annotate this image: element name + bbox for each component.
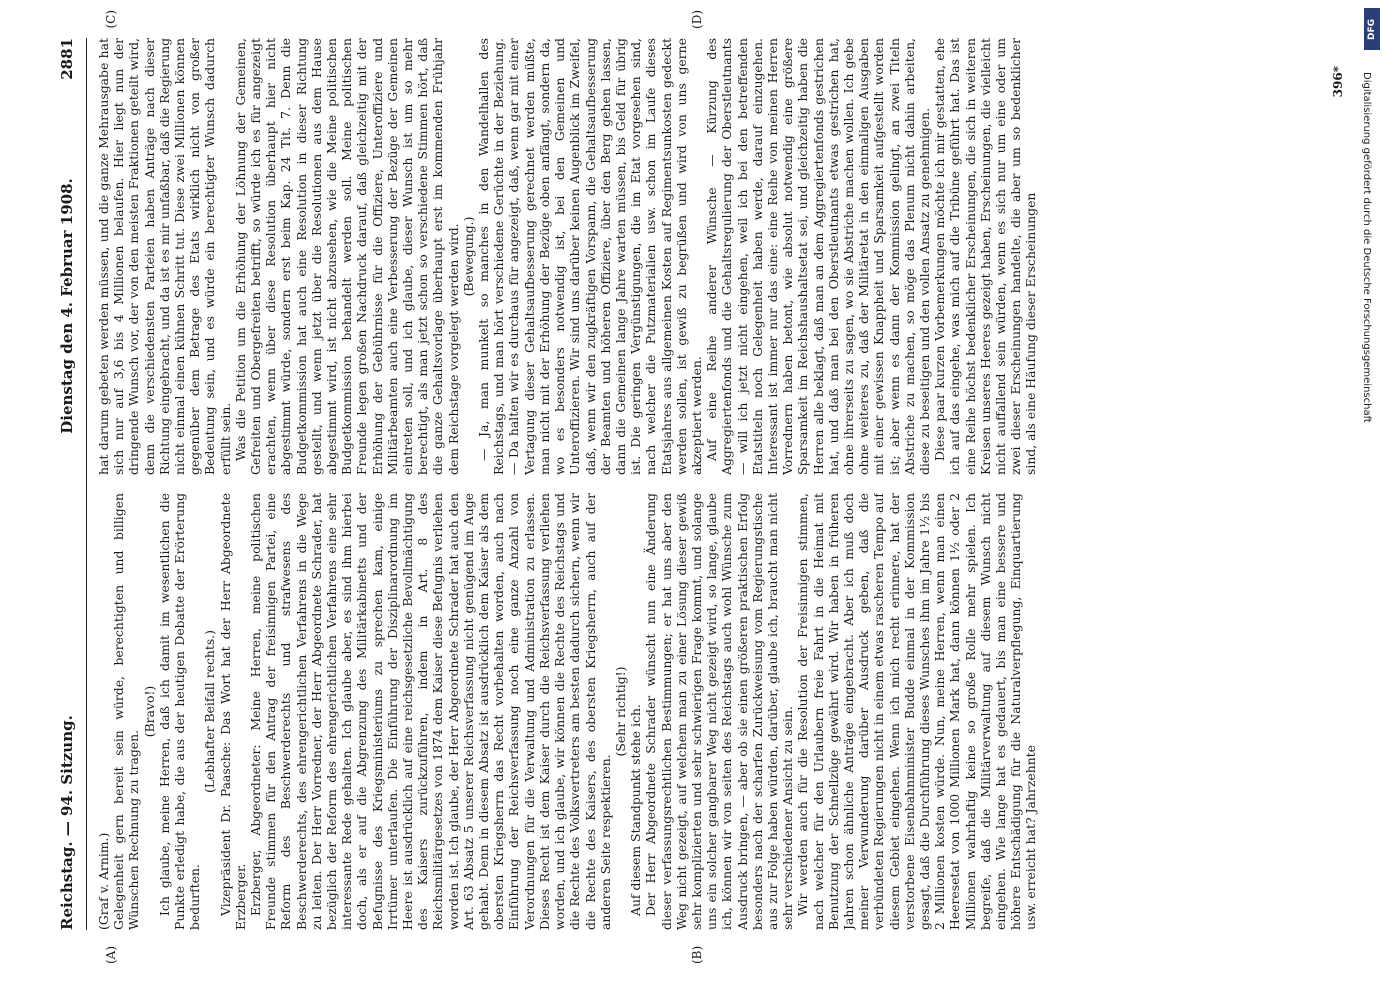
paragraph: Ich glaube, meine Herren, daß ich damit im wesentlichen die Punkte erledigt habe, die aus der heutigen Debatte der Erörterung bedurften. — [156, 493, 203, 930]
speech-paragraph: Erzberger, Abgeordneter: Meine Herren, meine politischen Freunde stimmen für den Antrag der freisinnigen Partei, eine Reform des Beschwerderechts und strafwesens des Beschwerderechts, des ehrengerichtlichen Verfahrens in die Wege zu leiten. Der Herr Vorredner, der Herr Abgeordnete Schrader, hat bezüglich der Reform des ehrengerichtlichen Verfahrens eine sehr interessante Rede gehalten. Ich glaube aber, es sind ihm hierbei doch, als er auf die Abgrenzung des Militärkabinetts und der Befugnisse des Kriegsministeriums zu sprechen kam, einige Irrtümer unterlaufen. Die Einführung der Disziplinarordnung im Heere ist ausdrücklich auf eine reichsgesetzliche Bevollmächtigung des Kaisers zurückzuführen, indem in Art. 8 des Reichsmilitärgesetzes von 1874 dem Kaiser diese Befugnis verliehen worden ist. Ich glaube, der Herr Abgeordnete Schrader hat auch den Art. 63 Absatz 5 unserer Reichsverfassung nicht genügend im Auge gehabt. Denn in diesem Absatz ist ausdrücklich dem Kaiser als dem obersten Kriegsherrn das Recht vorbehalten worden, auch nach Einführung der Reichsverfassung noch eine ganze Anzahl von Verordnungen für die Verwaltung und Administration zu erlassen. Dieses Recht ist dem Kaiser durch die Reichsverfassung verliehen worden, und ich glaube, wir können die Rechte des Reichstags und die Rechte des Volksvertreters am besten dadurch sichern, wenn wir die Rechte des Kaisers, des obersten Kriegsherrn, auch auf der anderen Seite respektieren. — [248, 493, 613, 930]
digitization-credit — [1361, 0, 1383, 1000]
paragraph: — Ja, man munkelt so manches in den Wandelhallen des Reichstags, und man hört verschiedene Gerüchte in der Beziehung. — Da halten wir es durchaus für angezeigt, daß, wenn gar mit einer Vertagung dieser Gehaltsaufbesserung gerechnet werden müßte, man nicht mit der Erhöhung der Bezüge oben anfängt, sondern da, wo es besonders notwendig ist, bei den Gemeinen und Unteroffizieren. Wir sind uns darüber keinen Augenblick im Zweifel, daß, wenn wir den zugkräftigen Vorspann, die Gehaltsaufbesserung der Beamten und höheren Offiziere, über den Berg gehen lassen, dann die Gemeinen lange Jahre warten müssen, bis Geld für übrig ist. Die geringen Vergünstigungen, die im Etat vorgesehen sind, nach welcher die Putzmaterialien usw. schon im Laufe dieses Etatsjahres aus allgemeinen Kosten auf Regimentsunkosten gedeckt werden sollen, ist gewiß zu begrüßen und wird von uns gerne akzeptiert werden. — [476, 38, 704, 475]
paragraph: Auf eine Reihe anderer Wünsche — Kürzung des Aggregiertenfonds und die Gehaltsregulierung der Oberstleutnants — will ich jetzt nicht eingehen, weil ich bei den betreffenden Etatstiteln noch Gelegenheit haben werde, darauf einzugehen. Interessant ist immer nur das eine: eine Reihe von meinen Herren Vorrednern haben betont, wie absolut notwendig eine größere Sparsamkeit im Reichshaushaltsetat sei, und gleichzeitig haben die Herren alle beklagt, daß man an dem Aggregiertenfonds gestrichen hat, und daß man bei den Oberstleutnants etwas gestrichen hat, ohne ihrerseits zu sagen, wo sie Abstriche machen wollen. Ich gebe ohne weiteres zu, daß der Militäretat in den einmaligen Ausgaben mit einer gewissen Knappheit und Sparsamkeit aufgestellt worden ist; aber wenn es dann der Kommission gelingt, an zwei Titeln Abstriche zu machen, so möge das Plenum nicht dahin arbeiten, diese zu beseitigen und den vollen Ansatz zu genehmigen. — [704, 38, 932, 475]
paragraph: Wir werden auch für die Resolution der Freisinnigen stimmen, nach welcher für den Urlaubern freie Fahrt in die Heimat mit Benutzung der Schnellzüge gewährt wird. Wir haben in früheren Jahren schon ähnliche Anträge eingebracht. Aber ich muß doch meiner Verwunderung darüber Ausdruck geben, daß die verbündeten Regierungen nicht in einem etwas rascheren Tempo auf diesem Gebiet eingehen. Wenn ich mich recht erinnere, hat der verstorbene Eisenbahnminister Budde einmal in der Kommission gesagt, daß die Durchführung dieses Wunsches ihm im Jahre 1½ bis 2 Millionen kosten würde. Nun, meine Herren, wenn man einen Heeresetat von 1000 Millionen Mark hat, dann können 1½ oder 2 Millionen wahrhaftig keine so große Rolle mehr spielen. Ich begreife, daß die Militärverwaltung auf diesem Wunsch nicht eingehen. Wie lange hat es gedauert, bis man eine bessere und höhere Entschädigung für die Naturalverpflegung, Einquartierung usw. erreicht hat? Jahrzehnte — [795, 493, 1039, 930]
interjection: (Bravo!) — [141, 685, 157, 738]
chair-announcement: Vizepräsident Dr. Paasche: Das Wort hat der Herr Abgeordnete Erzberger. — [217, 493, 248, 930]
dfg-logo: DFG — [1364, 8, 1380, 50]
paragraph: Gelegenheit gern bereit sein würde, berechtigten und billigen Wünschen Rechnung zu tragen. — [111, 493, 142, 930]
margin-mark-d: (D) — [690, 10, 704, 29]
header-date: Dienstag den 4. Februar 1908. — [58, 178, 76, 434]
paragraph: Diese paar kurzen Vorbemerkungen möchte ich mir gestatten, ehe ich auf das eingehe, was mich auf die Tribüne geführt hat. Das ist eine Reihe höchst bedenklicher Erscheinungen, die sich in weiteren Kreisen unseres Heeres gezeigt haben, Erscheinungen, die vielleicht nicht auffallend sein würden, wenn es sich nur um eine oder um zwei dieser Erscheinungen handelte, die aber um so bedenklicher sind, als eine Häufung dieser Erscheinungen — [932, 38, 1039, 475]
margin-mark-a: (A) — [104, 945, 118, 964]
speaker-tag: (Graf v. Arnim.) — [96, 832, 111, 930]
paragraph: Der Herr Abgeordnete Schrader wünscht nun eine Änderung dieser verfassungsrechtlichen Bestimmungen; er hat uns aber den Weg nicht gezeigt, auf welchem man zu einer Lösung dieser gewiß sehr komplizierten und sehr schwierigen Frage kommt, und solange uns ein solcher gangbarer Weg nicht gezeigt wird, so lange, glaube ich, können wir von seiten des Reichstags auch wohl Wünsche zum Ausdruck bringen, — aber ob sie einen größeren praktischen Erfolg besonders nach der scharfen Zurückweisung vom Regierungstische aus zur Folge haben würden, darüber, glaube ich, braucht man nicht sehr verschiedener Ansicht zu sein. — [643, 493, 796, 930]
paragraph: hat darum gebeten werden müssen, und die ganze Mehrausgabe hat sich nur auf 3,6 bis 4 Millionen belaufen. Hier liegt nun der dringende Wunsch vor, der von den meisten Fraktionen geteilt wird, denn die verschiedensten Parteien haben Anträge nach dieser Richtung eingebracht, und da ist es mir unfaßbar, daß die Regierung nicht einmal einen kühnen Schritt tut. Diese zwei Millionen können gegenüber dem Betrage des Etats wirklich nicht von großer Bedeutung sein, und es würde ein berechtigter Wunsch dadurch erfüllt sein. — [96, 38, 233, 475]
header-session: Reichstag. — 94. Sitzung. — [58, 715, 76, 930]
left-column — [96, 493, 1343, 930]
margin-mark-b: (B) — [690, 945, 704, 964]
text-columns — [96, 38, 1343, 930]
right-column — [96, 38, 1343, 475]
interjection: (Sehr richtig!) — [612, 666, 628, 757]
margin-mark-c: (C) — [104, 10, 118, 29]
interjection: (Lebhafter Beifall rechts.) — [202, 630, 218, 793]
signature-mark: 396* — [1331, 66, 1345, 98]
page-number: 2881 — [58, 38, 76, 80]
running-header — [58, 38, 87, 930]
interjection: (Bewegung.) — [460, 216, 476, 297]
paragraph: Was die Petition um die Erhöhung der Löhnung der Gemeinen, Gefreiten und Obergefreiten betrifft, so würde ich es für angezeigt erachten, wenn über diese Resolution überhaupt hier nicht abgestimmt würde, sondern erst beim Kap. 24 Tit. 7. Denn die Budgetkommission hat auch eine Resolution in dieser Richtung gestellt, und wenn jetzt über die Resolutionen aus dem Hause abgestimmt wird, ist nicht abzusehen, wie die Meine politischen Budgetkommission behandelt werden soll. Meine politischen Freunde legen großen Nachdruck darauf, daß gleichzeitig mit der Erhöhung der Gebührnisse für die Offiziere, Unteroffiziere und Militärbeamten auch eine Verbesserung der Bezüge der Gemeinen eintreten soll, und ich glaube, dieser Wunsch ist um so mehr berechtigt, als man jetzt schon so verschiedene Stimmen hört, daß die ganze Gehaltsvorlage überhaupt erst im kommenden Frühjahr dem Reichstage vorgelegt werden wird. — [232, 38, 461, 475]
credit-text: Digitalisierung gefördert durch die Deutsche Forschungsgemeinschaft — [1361, 72, 1372, 423]
paragraph: Auf diesem Standpunkt stehe ich. — [628, 704, 644, 916]
